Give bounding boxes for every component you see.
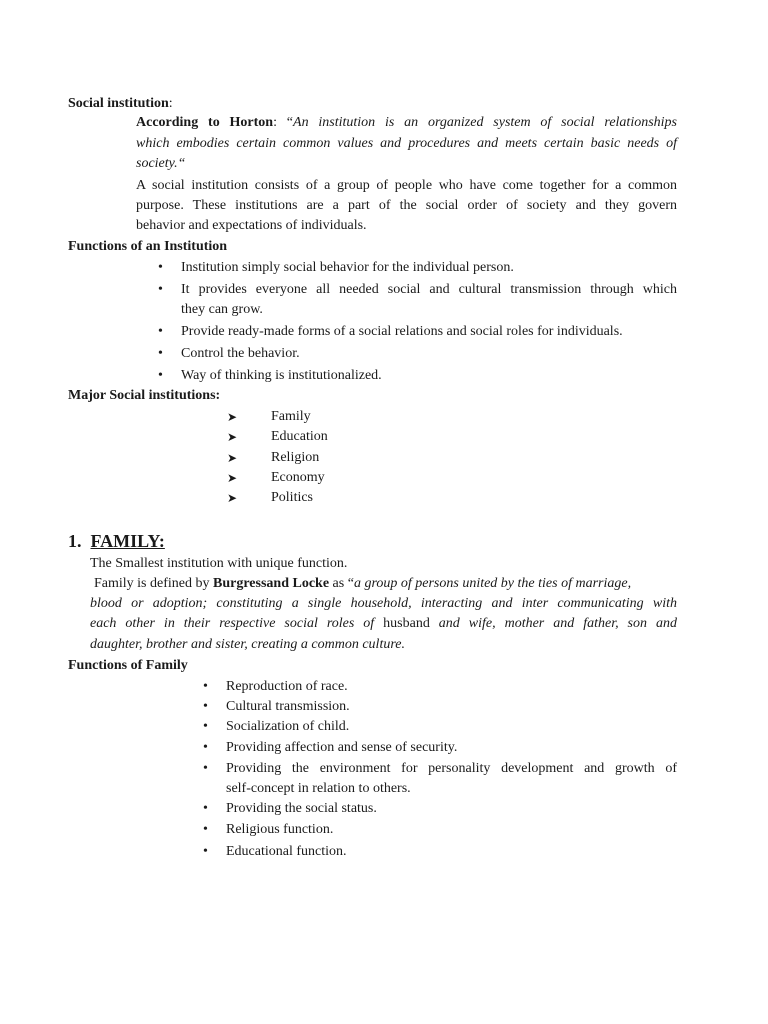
family-definition-line-3: each other in their respective social roles of husband and wife, mother and father, son and	[90, 616, 677, 631]
bullet-icon: •	[203, 740, 208, 755]
bullet-icon: •	[203, 822, 208, 837]
arrow-bullet-icon: ➤	[227, 410, 238, 424]
list-item: Cultural transmission.	[226, 699, 350, 714]
bullet-icon: •	[203, 761, 208, 776]
list-item-continuation: they can grow.	[181, 302, 263, 317]
bullet-icon: •	[203, 679, 208, 694]
list-item: Providing affection and sense of security.	[226, 740, 458, 755]
bullet-icon: •	[158, 282, 163, 297]
paragraph-line-1: A social institution consists of a group of people who have come together for a common	[136, 178, 677, 193]
list-item: Way of thinking is institutionalized.	[181, 368, 382, 383]
family-heading: 1. FAMILY:	[68, 531, 165, 551]
list-item: Religious function.	[226, 822, 334, 837]
horton-definition-line-3: society.“	[136, 156, 186, 171]
bullet-icon: •	[203, 844, 208, 859]
list-item: Institution simply social behavior for the individual person.	[181, 260, 514, 275]
functions-institution-heading: Functions of an Institution	[68, 239, 228, 254]
list-item-continuation: self-concept in relation to others.	[226, 781, 411, 796]
list-item: Politics	[271, 490, 314, 505]
list-item: Providing the social status.	[226, 801, 377, 816]
horton-definition-line-2: which embodies certain common values and procedures and meets certain basic needs of	[136, 136, 677, 151]
list-item: Control the behavior.	[181, 346, 300, 361]
bullet-icon: •	[203, 801, 208, 816]
arrow-bullet-icon: ➤	[227, 430, 238, 444]
list-item: Religion	[271, 450, 320, 465]
arrow-bullet-icon: ➤	[227, 451, 238, 465]
list-item: Reproduction of race.	[226, 679, 348, 694]
bullet-icon: •	[203, 699, 208, 714]
paragraph-line-2: purpose. These institutions are a part of the social order of society and they govern	[136, 198, 677, 213]
paragraph-line-3: behavior and expectations of individuals.	[136, 218, 367, 233]
family-definition-line-2: blood or adoption; constituting a single household, interacting and inter communicating with	[90, 596, 677, 611]
arrow-bullet-icon: ➤	[227, 471, 238, 485]
arrow-bullet-icon: ➤	[227, 491, 238, 505]
bullet-icon: •	[203, 719, 208, 734]
horton-definition-line-1: According to Horton: “An institution is an organized system of social relationships	[136, 115, 677, 130]
bullet-icon: •	[158, 346, 163, 361]
major-institutions-heading: Major Social institutions:	[68, 388, 221, 403]
family-definition-line-4: daughter, brother and sister, creating a common culture.	[90, 637, 405, 652]
bullet-icon: •	[158, 260, 163, 275]
list-item: Educational function.	[226, 844, 347, 859]
list-item: Education	[271, 429, 328, 444]
family-intro: The Smallest institution with unique function.	[90, 556, 348, 571]
list-item: It provides everyone all needed social and cultural transmission through which	[181, 282, 677, 297]
bullet-icon: •	[158, 324, 163, 339]
functions-family-heading: Functions of Family	[68, 658, 188, 673]
list-item: Economy	[271, 470, 325, 485]
list-item: Providing the environment for personality development and growth of	[226, 761, 677, 776]
family-definition-line-1: Family is defined by Burgressand Locke as “a group of persons united by the ties of marriage,	[94, 576, 632, 591]
list-item: Socialization of child.	[226, 719, 350, 734]
list-item: Provide ready-made forms of a social relations and social roles for individuals.	[181, 324, 623, 339]
bullet-icon: •	[158, 368, 163, 383]
list-item: Family	[271, 409, 311, 424]
social-institution-heading: Social institution:	[68, 96, 173, 111]
